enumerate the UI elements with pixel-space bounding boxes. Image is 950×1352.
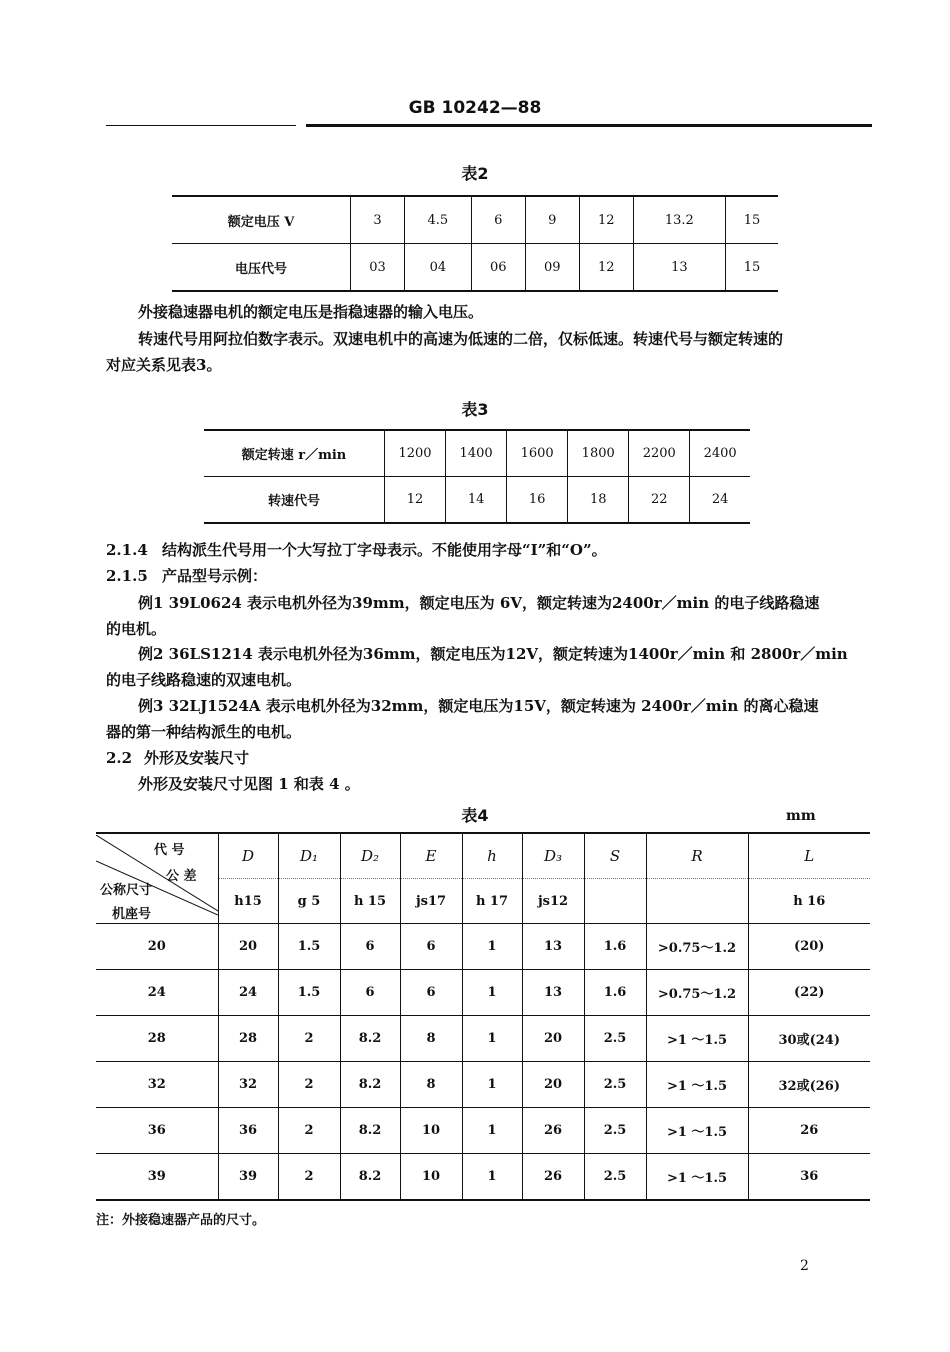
table2-cell: 03 (351, 244, 405, 292)
table4-cell: (22) (748, 970, 870, 1016)
symbol-D: D (218, 833, 278, 879)
table4-unit: mm (786, 808, 816, 824)
frame-number-cell: 28 (96, 1016, 218, 1062)
table4-cell: 1.5 (278, 924, 340, 970)
corner-code-label: 代 号 (154, 842, 185, 858)
table2-caption: 表2 (461, 164, 489, 183)
table2-cell: 04 (405, 244, 472, 292)
table2-cell: 4.5 (405, 196, 472, 244)
table-row (96, 1108, 870, 1154)
table4-cell: (20) (748, 924, 870, 970)
table4-cell: 6 (340, 924, 400, 970)
table4-cell: 1.6 (584, 924, 646, 970)
table-row (96, 1016, 870, 1062)
corner-tolerance-label: 公 差 (166, 868, 197, 884)
frame-number-cell: 32 (96, 1062, 218, 1108)
table4 (96, 832, 870, 1201)
table4-cell: 2.5 (584, 1062, 646, 1108)
table4-cell: 2 (278, 1016, 340, 1062)
frame-number-cell: 36 (96, 1108, 218, 1154)
table-row (96, 1062, 870, 1108)
section-text-2-1-5: 产品型号示例： (162, 567, 268, 585)
table4-cell: >0.75～1.2 (646, 970, 748, 1016)
table3-cell: 1800 (568, 430, 629, 477)
table4-cell: >1 ～1.5 (646, 1062, 748, 1108)
table-row (172, 244, 778, 292)
table4-cell: 8.2 (340, 1016, 400, 1062)
table2-cell: 12 (579, 196, 633, 244)
table3-cell: 16 (507, 477, 568, 524)
table4-cell: 1 (462, 924, 522, 970)
table2-row1-label: 额定电压 V (227, 214, 295, 230)
section-text-2-2: 外形及安装尺寸 (144, 749, 250, 767)
symbol-R: R (646, 833, 748, 879)
table4-cell: 2.5 (584, 1108, 646, 1154)
table4-cell: 6 (340, 970, 400, 1016)
example-1-line-2: 的电机。 (106, 620, 167, 638)
table4-cell: >0.75～1.2 (646, 924, 748, 970)
table4-cell: 39 (218, 1154, 278, 1201)
table3-cell: 1600 (507, 430, 568, 477)
table4-cell: >1 ～1.5 (646, 1016, 748, 1062)
section-number-2-2: 2.2 (106, 749, 133, 767)
table4-cell: 10 (400, 1154, 462, 1201)
table2-cell: 13.2 (633, 196, 725, 244)
table4-cell: 1 (462, 1154, 522, 1201)
table3-cell: 1400 (446, 430, 507, 477)
corner-frame-label: 机座号 (112, 906, 152, 922)
symbol-S: S (584, 833, 646, 879)
standard-code: GB 10242—88 (408, 98, 542, 118)
header-rule-right (306, 124, 872, 127)
table4-cell: 8.2 (340, 1062, 400, 1108)
table-row (172, 196, 778, 244)
table4-cell: 20 (522, 1016, 584, 1062)
corner-nominal-label: 公称尺寸 (100, 882, 153, 898)
paragraph: 转速代号用阿拉伯数字表示。双速电机中的高速为低速的二倍，仅标低速。转速代号与额定转速的 (138, 330, 784, 348)
table4-caption: 表4 (461, 806, 489, 825)
frame-number-cell: 20 (96, 924, 218, 970)
table2-cell: 12 (579, 244, 633, 292)
example-3-line-1: 例3 32LJ1524A 表示电机外径为32mm，额定电压为15V，额定转速为 2400r／min 的离心稳速 (138, 697, 819, 715)
tolerance-cell (584, 879, 646, 924)
symbol-L: L (748, 833, 870, 879)
paragraph: 外接稳速器电机的额定电压是指稳速器的输入电压。 (138, 303, 484, 321)
table4-cell: 10 (400, 1108, 462, 1154)
frame-number-cell: 24 (96, 970, 218, 1016)
table4-cell: 13 (522, 970, 584, 1016)
table4-cell: 1.5 (278, 970, 340, 1016)
tolerance-cell: h 16 (748, 879, 870, 924)
table4-cell: 26 (522, 1108, 584, 1154)
table4-cell: 20 (218, 924, 278, 970)
tolerance-cell: h 17 (462, 879, 522, 924)
section-body-2-2: 外形及安装尺寸见图 1 和表 4 。 (138, 775, 360, 793)
table2-cell: 15 (725, 244, 778, 292)
table4-cell: 36 (218, 1108, 278, 1154)
table4-cell: 1 (462, 1062, 522, 1108)
tolerance-cell: h15 (218, 879, 278, 924)
table-row (96, 970, 870, 1016)
example-2-line-1: 例2 36LS1214 表示电机外径为36mm，额定电压为12V，额定转速为1400r／min 和 2800r／min (138, 645, 848, 663)
table2-cell: 3 (351, 196, 405, 244)
table2-cell: 6 (471, 196, 525, 244)
table4-cell: 2.5 (584, 1016, 646, 1062)
table4-cell: 1 (462, 1108, 522, 1154)
table2-cell: 15 (725, 196, 778, 244)
section-text-2-1-4: 结构派生代号用一个大写拉丁字母表示。不能使用字母“I”和“O”。 (162, 541, 607, 559)
table4-cell: 6 (400, 970, 462, 1016)
table4-cell: 1 (462, 970, 522, 1016)
table4-cell: 8 (400, 1016, 462, 1062)
symbol-D3: D₃ (522, 833, 584, 879)
tolerance-cell: js17 (400, 879, 462, 924)
table4-cell: 30或(24) (748, 1016, 870, 1062)
table3-cell: 12 (385, 477, 446, 524)
table4-cell: 8 (400, 1062, 462, 1108)
tolerance-cell: g 5 (278, 879, 340, 924)
table4-cell: 28 (218, 1016, 278, 1062)
section-number-2-1-4: 2.1.4 (106, 541, 148, 559)
table3-cell: 2200 (629, 430, 690, 477)
table4-cell: 8.2 (340, 1108, 400, 1154)
table3-cell: 22 (629, 477, 690, 524)
table4-cell: 1 (462, 1016, 522, 1062)
header-rule-left (106, 125, 296, 126)
table3-row2-label: 转速代号 (204, 477, 385, 524)
table3-cell: 2400 (690, 430, 750, 477)
table2-cell: 06 (471, 244, 525, 292)
table4-cell: 26 (748, 1108, 870, 1154)
table-row (96, 1154, 870, 1201)
table4-corner-header (96, 833, 218, 924)
table4-cell: 8.2 (340, 1154, 400, 1201)
section-number-2-1-5: 2.1.5 (106, 567, 148, 585)
table4-cell: 13 (522, 924, 584, 970)
frame-number-cell: 39 (96, 1154, 218, 1201)
table4-cell: >1 ～1.5 (646, 1154, 748, 1201)
table4-cell: 20 (522, 1062, 584, 1108)
table4-cell: >1 ～1.5 (646, 1108, 748, 1154)
table2-cell: 13 (633, 244, 725, 292)
table3-caption: 表3 (461, 400, 489, 419)
table3-cell: 14 (446, 477, 507, 524)
example-2-line-2: 的电子线路稳速的双速电机。 (106, 671, 302, 689)
paragraph: 对应关系见表3。 (106, 356, 222, 374)
table3-cell: 1200 (385, 430, 446, 477)
table3-cell: 18 (568, 477, 629, 524)
example-3-line-2: 器的第一种结构派生的电机。 (106, 723, 302, 741)
table4-cell: 32 (218, 1062, 278, 1108)
table2-row2-label: 电压代号 (172, 244, 351, 292)
table2-cell: 9 (525, 196, 579, 244)
symbol-D2: D₂ (340, 833, 400, 879)
table4-body (96, 924, 870, 1201)
table4-cell: 2.5 (584, 1154, 646, 1201)
table4-cell: 32或(26) (748, 1062, 870, 1108)
table3-row1-label: 额定转速 r／min (241, 448, 347, 463)
table2-cell: 09 (525, 244, 579, 292)
example-1-line-1: 例1 39L0624 表示电机外径为39mm，额定电压为 6V，额定转速为2400r／min 的电子线路稳速 (138, 594, 820, 612)
table4-cell: 2 (278, 1108, 340, 1154)
table4-cell: 2 (278, 1154, 340, 1201)
table4-cell: 6 (400, 924, 462, 970)
tolerance-cell (646, 879, 748, 924)
tolerance-cell: h 15 (340, 879, 400, 924)
table4-cell: 1.6 (584, 970, 646, 1016)
table3 (204, 429, 750, 524)
table3-cell: 24 (690, 477, 750, 524)
symbol-h: h (462, 833, 522, 879)
table-row (96, 833, 870, 879)
symbol-E: E (400, 833, 462, 879)
table4-cell: 24 (218, 970, 278, 1016)
table2 (172, 195, 778, 292)
page-number: 2 (800, 1258, 809, 1274)
table4-cell: 26 (522, 1154, 584, 1201)
table4-cell: 36 (748, 1154, 870, 1201)
tolerance-cell: js12 (522, 879, 584, 924)
table-row (96, 924, 870, 970)
table-row (204, 430, 750, 477)
symbol-D1: D₁ (278, 833, 340, 879)
table-row (204, 477, 750, 524)
table4-cell: 2 (278, 1062, 340, 1108)
table4-note: 注：外接稳速器产品的尺寸。 (96, 1213, 266, 1228)
